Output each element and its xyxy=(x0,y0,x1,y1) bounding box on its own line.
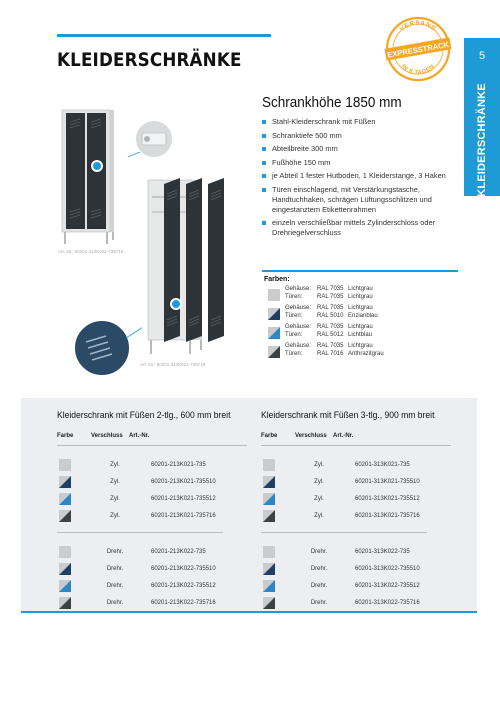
table-row xyxy=(57,543,257,560)
order-tables xyxy=(21,398,477,613)
spec-item: Abteilbreite 300 mm xyxy=(262,144,452,154)
verschluss-cell: Zyl. xyxy=(314,512,324,519)
locker-3-door-open-image xyxy=(130,172,250,362)
artnr-cell: 60201-313K021-735512 xyxy=(355,495,420,502)
verschluss-cell: Drehr. xyxy=(106,599,124,606)
verschluss-cell: Zyl. xyxy=(110,512,120,519)
table-row xyxy=(57,577,257,594)
color-swatch xyxy=(59,510,71,522)
artnr-cell: 60201-313K021-735716 xyxy=(355,512,420,519)
table-row xyxy=(57,560,257,577)
color-swatch xyxy=(59,580,71,592)
page-number: 5 xyxy=(478,50,486,62)
table-3-door xyxy=(261,410,461,611)
table-row xyxy=(261,507,461,524)
color-swatch xyxy=(263,493,275,505)
color-swatch xyxy=(59,459,71,471)
color-option: Gehäuse: RAL 7035 Lichtgrau Türen: RAL 5010 Enzianblau xyxy=(268,305,458,320)
spec-item: Türen einschlagend, mit Verstärkungstasche, Handtuchhaken, schrägen Lüftungsschlitzen und eingestanztem Etikettenrahmen xyxy=(262,185,452,215)
color-swatch xyxy=(268,345,280,357)
verschluss-cell: Drehr. xyxy=(106,565,124,572)
table-row xyxy=(261,594,461,611)
vent-detail-callout xyxy=(72,316,142,382)
svg-text:IN 8 TAGEN xyxy=(400,64,436,76)
verschluss-cell: Drehr. xyxy=(106,582,124,589)
artnr-cell: 60201-313K022-735510 xyxy=(355,565,420,572)
color-swatch xyxy=(59,563,71,575)
table-row xyxy=(261,490,461,507)
table-row xyxy=(57,456,257,473)
artnr-cell: 60201-313K021-735 xyxy=(355,461,410,468)
color-option: Gehäuse: RAL 7035 Lichtgrau Türen: RAL 7035 Lichtgrau xyxy=(268,286,458,301)
color-swatch xyxy=(263,459,275,471)
stamp-bottom-text: IN 8 TAGEN xyxy=(400,63,436,77)
color-swatch xyxy=(59,597,71,609)
color-option: Gehäuse: RAL 7035 Lichtgrau Türen: RAL 7016 Anthrazitgrau xyxy=(268,343,458,358)
spec-item: einzeln verschließbar mittels Zylinderschloss oder Drehriegelverschluss xyxy=(262,218,452,238)
artnr-cell: 60201-213K022-735 xyxy=(151,548,206,555)
table-row xyxy=(261,543,461,560)
table-title-3-door: Kleiderschrank mit Füßen 3-tlg., 900 mm breit xyxy=(261,410,435,421)
spec-item: Schranktiefe 500 mm xyxy=(262,131,452,141)
color-swatch xyxy=(59,493,71,505)
artnr-cell: 60201-313K022-735716 xyxy=(355,599,420,606)
color-swatch xyxy=(263,563,275,575)
color-option: Gehäuse: RAL 7035 Lichtgrau Türen: RAL 5012 Lichtblau xyxy=(268,324,458,339)
table-row xyxy=(57,473,257,490)
verschluss-cell: Drehr. xyxy=(310,565,328,572)
table-header xyxy=(57,433,257,439)
header-farbe: Farbe xyxy=(57,433,74,439)
color-swatch xyxy=(59,546,71,558)
left-product-artnr: Art.-Nr.: 60201-213K021-735716 xyxy=(58,249,124,254)
verschluss-cell: Drehr. xyxy=(310,599,328,606)
lock-detail-callout xyxy=(128,117,182,177)
artnr-cell: 60201-213K021-735 xyxy=(151,461,206,468)
verschluss-cell: Zyl. xyxy=(110,478,120,485)
color-swatch xyxy=(263,580,275,592)
tables-accent-bar xyxy=(21,611,477,613)
header-artnr: Art.-Nr. xyxy=(333,433,354,439)
verschluss-cell: Drehr. xyxy=(310,548,328,555)
verschluss-cell: Zyl. xyxy=(314,478,324,485)
artnr-cell: 60201-313K021-735510 xyxy=(355,478,420,485)
artnr-cell: 60201-213K021-735716 xyxy=(151,512,216,519)
verschluss-cell: Zyl. xyxy=(314,495,324,502)
colors-accent-bar xyxy=(262,270,458,272)
artnr-cell: 60201-313K022-735512 xyxy=(355,582,420,589)
color-swatch xyxy=(268,288,280,300)
artnr-cell: 60201-213K022-735512 xyxy=(151,582,216,589)
artnr-cell: 60201-213K021-735510 xyxy=(151,478,216,485)
table-row xyxy=(57,507,257,524)
table-row xyxy=(57,490,257,507)
spec-list xyxy=(262,117,452,242)
express-stamp-icon xyxy=(383,14,453,84)
artnr-cell: 60201-213K021-735512 xyxy=(151,495,216,502)
artnr-cell: 60201-213K022-735716 xyxy=(151,599,216,606)
verschluss-cell: Zyl. xyxy=(110,461,120,468)
spec-item: Fußhöhe 150 mm xyxy=(262,158,452,168)
stamp-top-text: VERSAND xyxy=(398,19,438,33)
verschluss-cell: Zyl. xyxy=(110,495,120,502)
header-verschluss: Verschluss xyxy=(295,433,327,439)
color-swatch xyxy=(268,307,280,319)
callout-dot-right xyxy=(170,298,182,310)
color-swatch xyxy=(263,476,275,488)
table-row xyxy=(261,456,461,473)
locker-2-door-image xyxy=(58,108,128,248)
title-accent-line xyxy=(57,34,271,37)
table-row xyxy=(261,473,461,490)
verschluss-cell: Drehr. xyxy=(106,548,124,555)
color-swatch xyxy=(268,326,280,338)
table-title-2-door: Kleiderschrank mit Füßen 2-tlg., 600 mm breit xyxy=(57,410,231,421)
color-options xyxy=(262,270,458,362)
header-verschluss: Verschluss xyxy=(91,433,123,439)
verschluss-cell: Zyl. xyxy=(314,461,324,468)
color-swatch xyxy=(59,476,71,488)
callout-dot-left xyxy=(91,160,103,172)
spec-item: Stahl-Kleiderschrank mit Füßen xyxy=(262,117,452,127)
specs-title: Schrankhöhe 1850 mm xyxy=(262,94,402,111)
table-row xyxy=(57,594,257,611)
right-product-artnr: Art.-Nr.: 60201-313K021-735716 xyxy=(140,362,206,367)
table-row xyxy=(261,577,461,594)
artnr-cell: 60201-313K022-735 xyxy=(355,548,410,555)
color-swatch xyxy=(263,597,275,609)
spec-item: je Abteil 1 fester Hutboden, 1 Kleiderstange, 3 Haken xyxy=(262,171,452,181)
header-artnr: Art.-Nr. xyxy=(129,433,150,439)
verschluss-cell: Drehr. xyxy=(310,582,328,589)
color-swatch xyxy=(263,546,275,558)
table-row xyxy=(261,560,461,577)
table-2-door xyxy=(57,410,257,611)
colors-title: Farben: xyxy=(264,276,290,283)
side-tab-label: KLEIDERSCHRÄNKE xyxy=(476,83,488,197)
artnr-cell: 60201-213K022-735510 xyxy=(151,565,216,572)
table-header xyxy=(261,433,461,439)
page-title: KLEIDERSCHRÄNKE xyxy=(57,49,242,71)
stamp-middle-text: EXPRESSTRACK xyxy=(386,39,450,60)
chapter-side-tab[interactable] xyxy=(464,38,500,196)
header-farbe: Farbe xyxy=(261,433,278,439)
color-swatch xyxy=(263,510,275,522)
